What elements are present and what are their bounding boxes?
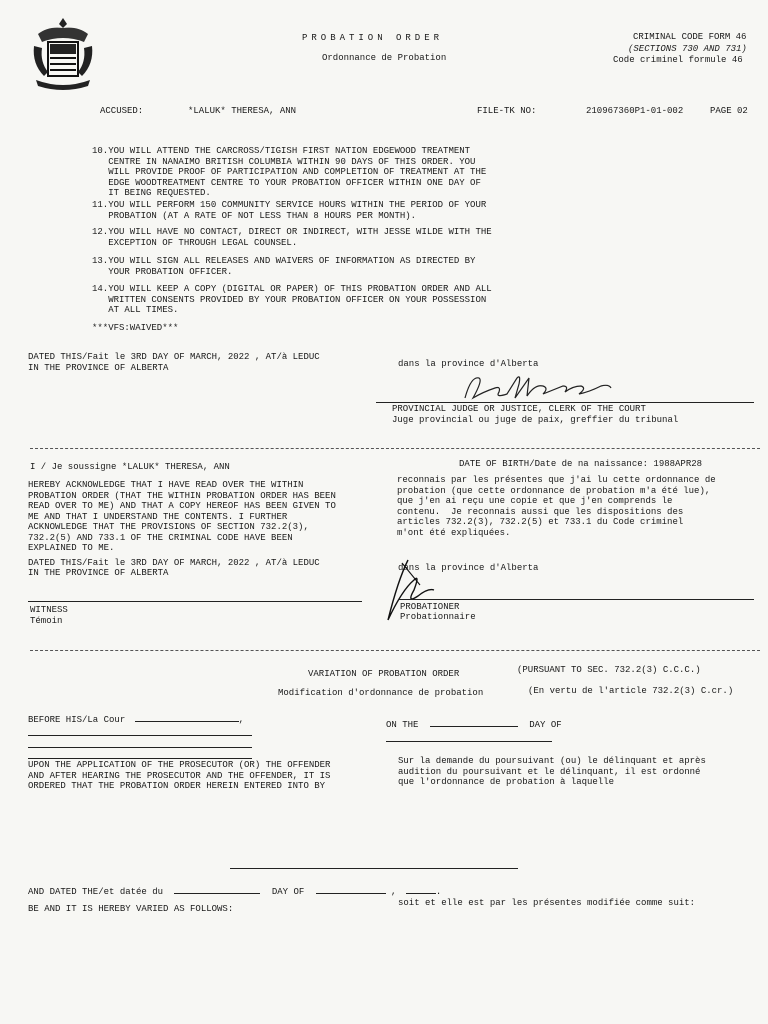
before-court-label: BEFORE HIS/La Cour , bbox=[28, 715, 245, 725]
section-divider-1 bbox=[30, 448, 760, 449]
day-of-text-2: DAY OF bbox=[271, 887, 305, 897]
judge-signature-line bbox=[376, 402, 754, 403]
page-number: PAGE 02 bbox=[710, 106, 748, 116]
varied-blank-line[interactable] bbox=[230, 868, 518, 869]
upon-application-en: UPON THE APPLICATION OF THE PROSECUTOR (OR) THE OFFENDER AND AFTER HEARING THE PROSECUTOR AND THE OFFENDER, IT IS ORDERED THAT THE PROBATION ORDER HEREIN ENTERED INTO BY bbox=[28, 760, 331, 791]
varied-as-follows-en: BE AND IT IS HEREBY VARIED AS FOLLOWS: bbox=[28, 904, 234, 914]
file-number: 210967360P1-01-002 bbox=[586, 106, 684, 116]
variation-title: VARIATION OF PROBATION ORDER bbox=[308, 669, 460, 679]
dated-province-fr-1: dans la province d'Alberta bbox=[398, 359, 539, 369]
document-title: PROBATION ORDER bbox=[302, 33, 444, 43]
document-title-fr: Ordonnance de Probation bbox=[322, 53, 447, 63]
upon-application-fr: Sur la demande du poursuivant (ou) le délinquant et après audition du poursuivant et le délinquant, il est ordonné que l'ordonnance de probation à laquelle bbox=[398, 756, 706, 787]
condition-14: 14.YOU WILL KEEP A COPY (DIGITAL OR PAPER) OF THIS PROBATION ORDER AND ALL WRITTEN CONSENTS PROVIDED BY YOUR PROBATION OFFICER ON YOUR POSSESSION AT ALL TIMES. bbox=[92, 284, 492, 315]
acknowledgement-name: I / Je soussigne *LALUK* THERESA, ANN bbox=[30, 462, 230, 472]
before-court-line-2[interactable] bbox=[28, 735, 252, 736]
variation-pursuant-fr: (En vertu de l'article 732.2(3) C.cr.) bbox=[528, 686, 734, 696]
witness-signature-line bbox=[28, 601, 362, 602]
dated-the-field[interactable] bbox=[174, 885, 260, 894]
before-court-line-3[interactable] bbox=[28, 747, 252, 748]
variation-title-fr: Modification d'ordonnance de probation bbox=[278, 688, 484, 698]
judge-title-fr: Juge provincial ou juge de paix, greffier du tribunal bbox=[392, 415, 679, 425]
day-of-text: DAY OF bbox=[529, 720, 562, 730]
on-the-field[interactable] bbox=[430, 718, 518, 727]
form-number-fr: Code criminel formule 46 bbox=[613, 55, 743, 65]
dated-the-text: AND DATED THE/et datée du bbox=[28, 887, 164, 897]
condition-10: 10.YOU WILL ATTEND THE CARCROSS/TIGISH FIRST NATION EDGEWOOD TREATMENT CENTRE IN NANAIMO BRITISH COLUMBIA WITHIN 90 DAYS OF THIS ORDER. YOU WILL PROVIDE PROOF OF PARTICIPATION AND COMPLETION OF TREATMENT AT THE EDGE WOODTREATMENT CENTRE TO YOUR PROBATION OFFICER WITHIN ONE DAY OF IT BEING REQUESTED. bbox=[92, 146, 487, 198]
coat-of-arms-icon bbox=[30, 16, 96, 92]
form-sections: (SECTIONS 730 AND 731) bbox=[628, 44, 747, 54]
condition-11: 11.YOU WILL PERFORM 150 COMMUNITY SERVICE HOURS WITHIN THE PERIOD OF YOUR PROBATION (AT A RATE OF NOT LESS THAN 8 HOURS PER MONTH). bbox=[92, 200, 487, 221]
form-number: CRIMINAL CODE FORM 46 bbox=[633, 32, 747, 42]
file-label: FILE-TK NO: bbox=[477, 106, 537, 116]
condition-12: 12.YOU WILL HAVE NO CONTACT, DIRECT OR INDIRECT, WITH JESSE WILDE WITH THE EXCEPTION OF THROUGH LEGAL COUNSEL. bbox=[92, 227, 492, 248]
probationer-signature-line bbox=[398, 599, 754, 600]
condition-13: 13.YOU WILL SIGN ALL RELEASES AND WAIVERS OF INFORMATION AS DIRECTED BY YOUR PROBATION OFFICER. bbox=[92, 256, 476, 277]
probationer-label: PROBATIONER bbox=[400, 602, 460, 612]
date-of-birth: DATE OF BIRTH/Date de na naissance: 1988APR28 bbox=[459, 459, 703, 469]
day-of-field[interactable] bbox=[316, 885, 386, 894]
before-court-field[interactable] bbox=[135, 713, 239, 722]
on-the-text: ON THE bbox=[386, 720, 419, 730]
witness-label-fr: Témoin bbox=[30, 616, 63, 626]
varied-as-follows-fr: soit et elle est par les présentes modifiée comme suit: bbox=[398, 898, 696, 908]
vfs-waived: ***VFS:WAIVED*** bbox=[92, 323, 179, 333]
acknowledgement-en: HEREBY ACKNOWLEDGE THAT I HAVE READ OVER THE WITHIN PROBATION ORDER (THAT THE WITHIN PROBATION ORDER HAS BEEN READ OVER TO ME) AND THAT A COPY HEREOF HAS BEEN GIVEN TO ME AND THAT I UNDERSTAND THE CONTENTS. I FURTHER ACKNOWLEDGE THAT THE PROVISIONS OF SECTION 732.2(3), 732.2(5) AND 733.1 OF THE CRIMINAL CODE HAVE BEEN EXPLAINED TO ME. bbox=[28, 480, 336, 553]
dated-line-2: DATED THIS/Fait le 3RD DAY OF MARCH, 2022 , AT/à LEDUC bbox=[28, 558, 320, 568]
year-field[interactable] bbox=[406, 885, 436, 894]
probationer-label-fr: Probationnaire bbox=[400, 612, 476, 622]
variation-pursuant: (PURSUANT TO SEC. 732.2(3) C.C.C.) bbox=[517, 665, 701, 675]
accused-label: ACCUSED: bbox=[100, 106, 144, 116]
before-court-text: BEFORE HIS/La Cour bbox=[28, 715, 126, 725]
dated-province-fr-2: dans la province d'Alberta bbox=[398, 563, 539, 573]
dated-line-1: DATED THIS/Fait le 3RD DAY OF MARCH, 2022 , AT/à LEDUC bbox=[28, 352, 320, 362]
dated-the-label: AND DATED THE/et datée du DAY OF , . bbox=[28, 887, 442, 897]
month-field[interactable] bbox=[386, 741, 552, 742]
acknowledgement-fr: reconnais par les présentes que j'ai lu cette ordonnance de probation (que cette ordonnance de probation m'a été lue), que j'en ai reçu une copie et que j'en comprends le contenu. Je reconnais aussi que les dispositions des articles 732.2(3), 732.2(5) et 733.1 du Code criminel m'ont été expliquées. bbox=[397, 475, 716, 538]
section-divider-2 bbox=[30, 650, 760, 651]
accused-name: *LALUK* THERESA, ANN bbox=[188, 106, 297, 116]
judge-signature-icon bbox=[455, 370, 665, 406]
judge-title: PROVINCIAL JUDGE OR JUSTICE, CLERK OF THE COURT bbox=[392, 404, 646, 414]
witness-label: WITNESS bbox=[30, 605, 68, 615]
on-the-label bbox=[386, 718, 562, 730]
dated-province-2: IN THE PROVINCE OF ALBERTA bbox=[28, 568, 169, 578]
before-court-line-4[interactable] bbox=[28, 758, 252, 759]
dated-province-1: IN THE PROVINCE OF ALBERTA bbox=[28, 363, 169, 373]
